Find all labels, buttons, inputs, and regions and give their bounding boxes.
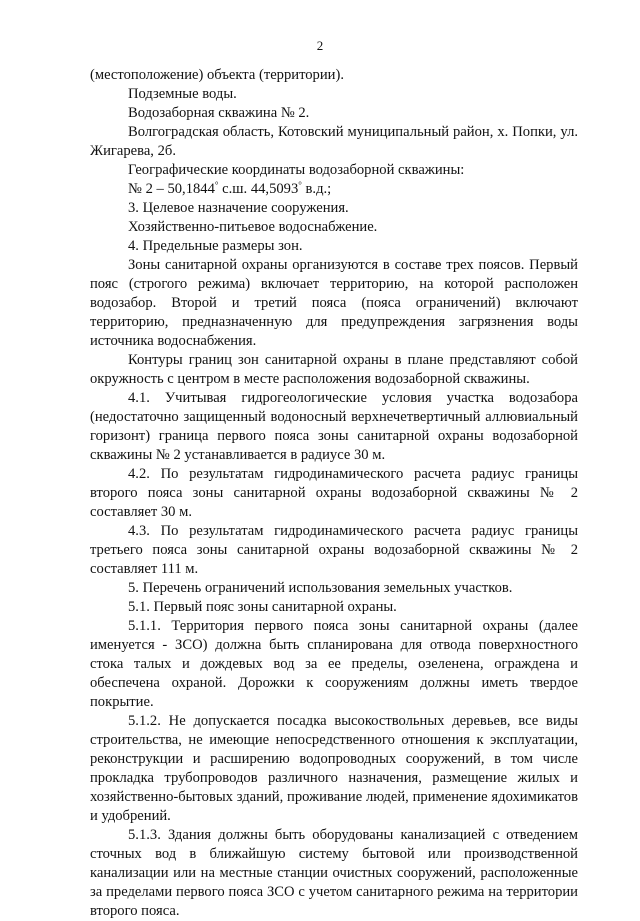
paragraph-5-1: 5.1. Первый пояс зоны санитарной охраны.: [128, 599, 397, 615]
paragraph-address: Волгоградская область, Котовский муниципальный район, х. Попки, ул. Жигарева, 2б.: [90, 124, 578, 159]
paragraph-coords: [90, 180, 578, 199]
paragraph-5-1-1: 5.1.1. Территория первого пояса зоны санитарной охраны (далее именуется - ЗСО) должна быть спланирована для отвода поверхностного стока талых и дождевых вод за ее пределы, озеленена, ограждена и обеспечена охраной. Дорожки к сооружениям должны иметь твердое покрытие.: [90, 618, 578, 710]
paragraph-purpose: Хозяйственно-питьевое водоснабжение.: [128, 219, 378, 235]
document-body: [90, 66, 578, 921]
coords-lat-suffix: с.ш. 44,5093: [218, 181, 299, 197]
paragraph-5-1-2: 5.1.2. Не допускается посадка высокоствольных деревьев, все виды строительства, не имеющие непосредственного отношения к эксплуатации, реконструкции и расширению водопроводных сооружений, в том числе прокладка трубопроводов различного назначения, размещение жилых и хозяйственно-бытовых зданий, проживание людей, применение ядохимикатов и удобрений.: [90, 713, 578, 824]
paragraph-section-3: 3. Целевое назначение сооружения.: [128, 200, 349, 216]
paragraph-5-1-3: 5.1.3. Здания должны быть оборудованы канализацией с отведением сточных вод в ближайшую систему бытовой или производственной канализации или на местные станции очистных сооружений, расположенные за пределами первого пояса ЗСО с учетом санитарного режима на территории второго пояса.: [90, 827, 578, 919]
paragraph-section-5: 5. Перечень ограничений использования земельных участков.: [128, 580, 513, 596]
coords-lon-suffix: в.д.;: [301, 181, 332, 197]
paragraph-4-2: 4.2. По результатам гидродинамического расчета радиус границы второго пояса зоны санитарной охраны водозаборной скважины № 2 составляет 30 м.: [90, 466, 578, 520]
coords-prefix: № 2 – 50,1844: [128, 181, 215, 197]
paragraph-4-3: 4.3. По результатам гидродинамического расчета радиус границы третьего пояса зоны санитарной охраны водозаборной скважины № 2 составляет 111 м.: [90, 523, 578, 577]
paragraph-section-4: 4. Предельные размеры зон.: [128, 238, 303, 254]
paragraph-well-name: Водозаборная скважина № 2.: [128, 105, 310, 121]
page-number: 2: [316, 38, 324, 53]
degree-symbol: °: [214, 180, 219, 190]
paragraph-zones: Зоны санитарной охраны организуются в составе трех поясов. Первый пояс (строгого режима) включает территорию, на которой расположен водозабор. Второй и третий пояса (пояса ограничений) включают территорию, предназначенную для предупреждения загрязнения воды источника водоснабжения.: [90, 257, 578, 349]
degree-symbol: °: [298, 180, 302, 190]
paragraph-coords-heading: Географические координаты водозаборной скважины:: [128, 162, 465, 178]
paragraph-4-1: 4.1. Учитывая гидрогеологические условия участка водозабора (недостаточно защищенный водоносный верхнечетвертичный аллювиальный горизонт) граница первого пояса зоны санитарной охраны водозаборной скважины № 2 устанавливается в радиусе 30 м.: [90, 390, 578, 463]
paragraph-location-cont: (местоположение) объекта (территории).: [90, 67, 344, 83]
paragraph-water-type: Подземные воды.: [128, 86, 237, 102]
paragraph-contours: Контуры границ зон санитарной охраны в плане представляют собой окружность с центром в месте расположения водозаборной скважины.: [90, 352, 578, 387]
